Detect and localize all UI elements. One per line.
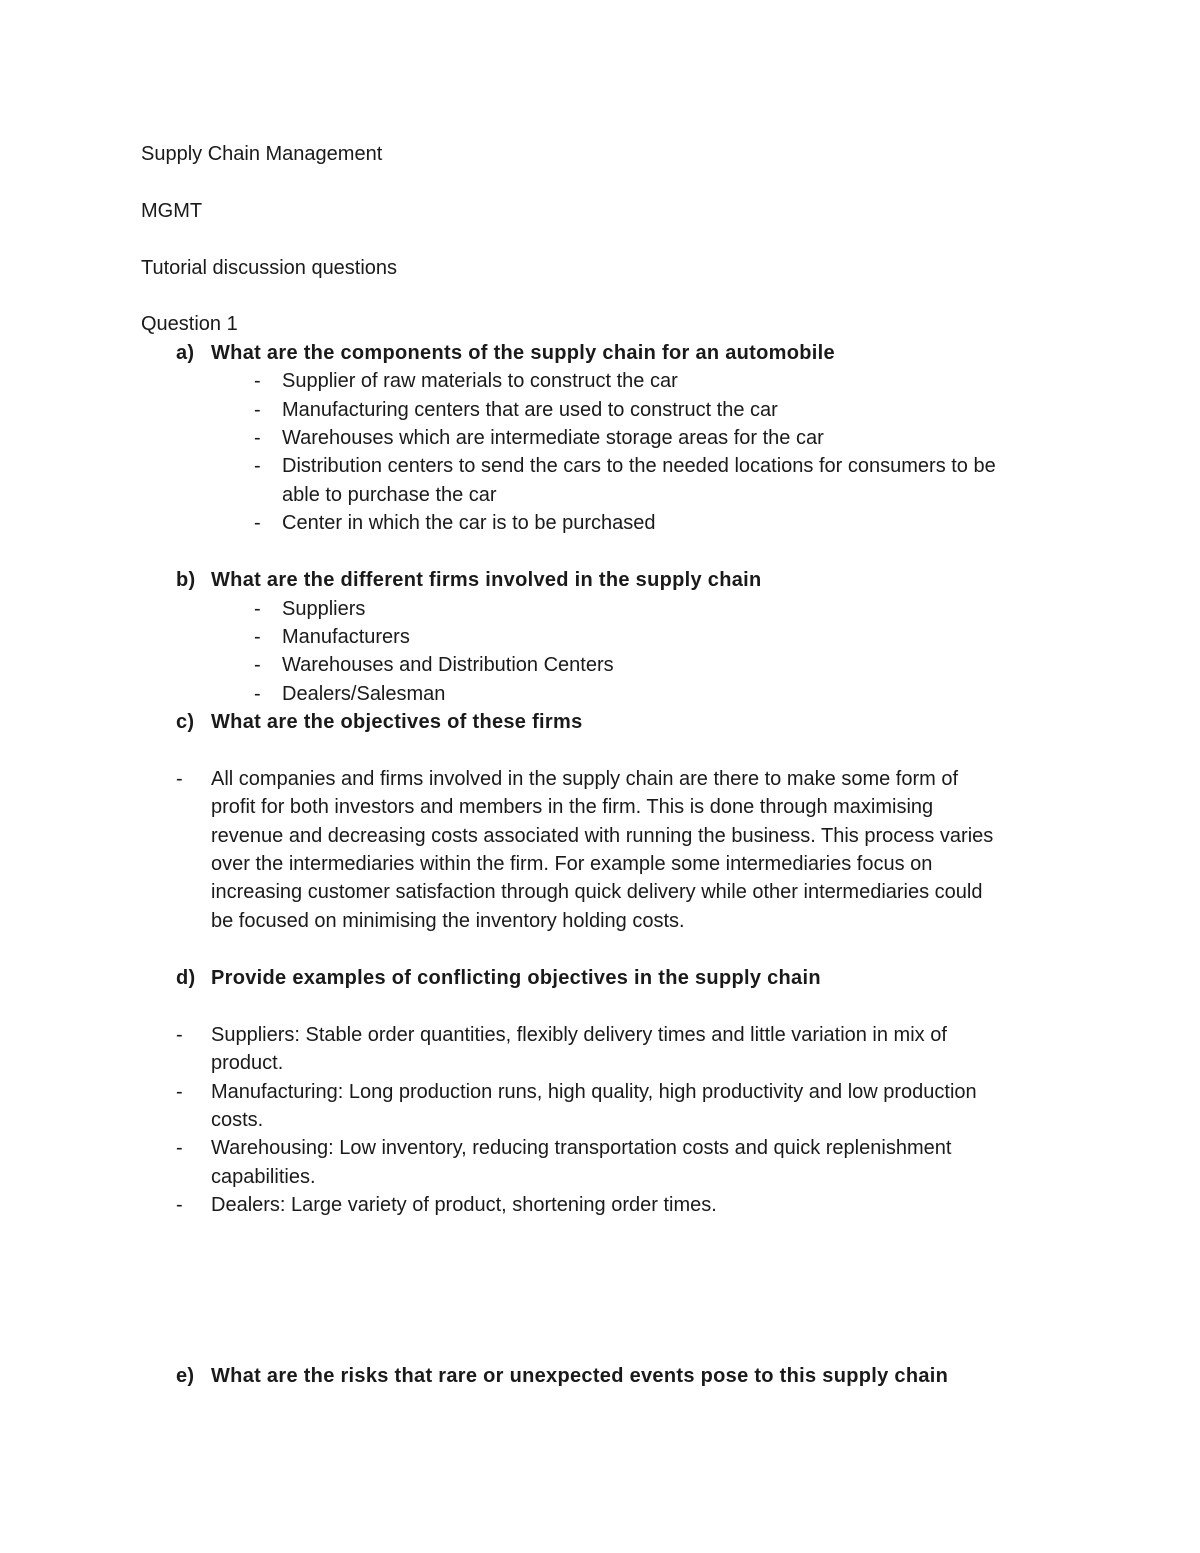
bullet-dash: - (254, 683, 261, 705)
bullet-dash: - (254, 626, 261, 648)
question-e-heading: What are the risks that rare or unexpected events pose to this supply chain (211, 1365, 949, 1387)
paragraph-line: be focused on minimising the inventory holding costs. (211, 910, 685, 932)
list-item: Manufacturers (282, 626, 410, 648)
bullet-dash: - (254, 455, 261, 477)
list-item: Distribution centers to send the cars to the needed locations for consumers to be (282, 455, 996, 477)
bullet-dash: - (254, 654, 261, 676)
list-item: Center in which the car is to be purchased (282, 512, 656, 534)
list-item-continuation: able to purchase the car (282, 484, 497, 506)
bullet-dash: - (176, 1137, 183, 1159)
bullet-dash: - (176, 768, 183, 790)
paragraph-line: revenue and decreasing costs associated with running the business. This process varies (211, 825, 994, 847)
question-b-heading: What are the different firms involved in the supply chain (211, 569, 762, 591)
list-item-continuation: capabilities. (211, 1166, 316, 1188)
document-title: Supply Chain Management (141, 143, 383, 165)
paragraph-line: over the intermediaries within the firm. For example some intermediaries focus on (211, 853, 933, 875)
list-item: Warehousing: Low inventory, reducing transportation costs and quick replenishment (211, 1137, 952, 1159)
paragraph-line: All companies and firms involved in the supply chain are there to make some form of (211, 768, 959, 790)
question-d-heading: Provide examples of conflicting objectives in the supply chain (211, 967, 821, 989)
question-c-marker: c) (176, 711, 195, 733)
course-code: MGMT (141, 200, 203, 222)
bullet-dash: - (176, 1024, 183, 1046)
list-item: Supplier of raw materials to construct the car (282, 370, 678, 392)
bullet-dash: - (176, 1081, 183, 1103)
list-item: Suppliers (282, 598, 366, 620)
question-a-heading: What are the components of the supply chain for an automobile (211, 342, 835, 364)
question-e-marker: e) (176, 1365, 195, 1387)
list-item: Dealers: Large variety of product, shortening order times. (211, 1194, 717, 1216)
bullet-dash: - (176, 1194, 183, 1216)
document-subtitle: Tutorial discussion questions (141, 257, 398, 279)
bullet-dash: - (254, 427, 261, 449)
paragraph-line: increasing customer satisfaction through quick delivery while other intermediaries could (211, 881, 983, 903)
question-d-marker: d) (176, 967, 196, 989)
bullet-dash: - (254, 598, 261, 620)
list-item-continuation: product. (211, 1052, 284, 1074)
question-a-marker: a) (176, 342, 195, 364)
paragraph-line: profit for both investors and members in the firm. This is done through maximising (211, 796, 934, 818)
list-item: Warehouses and Distribution Centers (282, 654, 614, 676)
question-c-heading: What are the objectives of these firms (211, 711, 583, 733)
question-b-marker: b) (176, 569, 196, 591)
bullet-dash: - (254, 399, 261, 421)
list-item: Manufacturing: Long production runs, high quality, high productivity and low production (211, 1081, 977, 1103)
list-item-continuation: costs. (211, 1109, 264, 1131)
list-item: Dealers/Salesman (282, 683, 446, 705)
list-item: Manufacturing centers that are used to construct the car (282, 399, 778, 421)
bullet-dash: - (254, 370, 261, 392)
bullet-dash: - (254, 512, 261, 534)
list-item: Warehouses which are intermediate storage areas for the car (282, 427, 824, 449)
question-label: Question 1 (141, 313, 238, 335)
list-item: Suppliers: Stable order quantities, flexibly delivery times and little variation in mix of (211, 1024, 947, 1046)
